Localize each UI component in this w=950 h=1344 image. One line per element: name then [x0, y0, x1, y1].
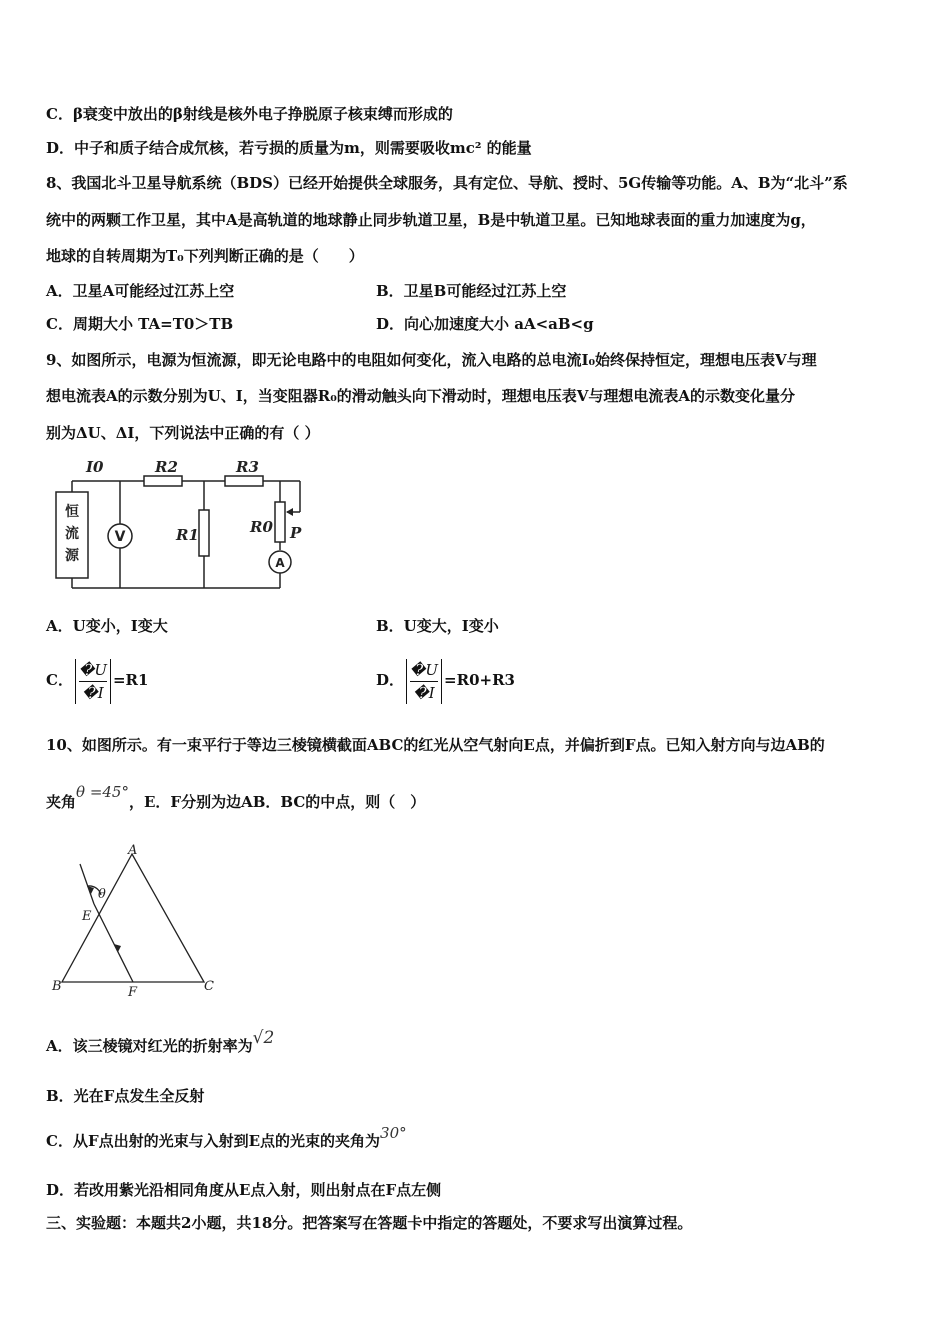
label-r2: R2: [155, 458, 178, 476]
q9-option-d: [376, 652, 515, 708]
theta-label: θ: [98, 887, 106, 902]
label-i0: I0: [86, 458, 104, 476]
source-char-2: 流: [65, 526, 79, 542]
q10-option-d: D．若改用紫光沿相同角度从E点入射，则出射点在F点左侧: [46, 1181, 442, 1199]
resistor-r1: [199, 510, 209, 556]
q9-option-a: A．U变小，I变大: [46, 617, 168, 635]
q7-option-c: C．β衰变中放出的β射线是核外电子挣脱原子核束缚而形成的: [46, 105, 453, 123]
label-v: V: [114, 529, 126, 545]
q9-option-c: [46, 652, 148, 708]
q9-option-c-numerator: �U: [79, 659, 107, 682]
q9-option-c-label: C．: [46, 671, 73, 689]
incident-arrow-icon: [87, 886, 94, 894]
q10-theta-value: θ =45°: [76, 783, 129, 801]
q10-option-c-value: 30°: [380, 1124, 407, 1142]
q9-stem-line1: 9、如图所示，电源为恒流源，即无论电路中的电阻如何变化，流入电路的总电流I₀始终保持恒定，理想电压表V与理: [46, 351, 817, 369]
vertex-c-label: C: [204, 979, 214, 994]
resistor-r3: [225, 476, 263, 486]
refracted-ray: [94, 904, 133, 982]
vertex-b-label: B: [52, 979, 62, 994]
point-e-label: E: [82, 909, 92, 924]
slider-arrow-icon: [286, 508, 293, 516]
q10-prism-diagram: [44, 840, 234, 1000]
label-r0: R0: [250, 518, 273, 536]
q10-stem-suffix: ，E．F分别为边AB．BC的中点，则（ ）: [128, 793, 426, 811]
q9-stem-line3: 别为ΔU、ΔI，下列说法中正确的有（ ）: [46, 424, 320, 442]
q8-option-d: D．向心加速度大小 aA<aB<g: [376, 315, 594, 333]
source-char-1: 恒: [65, 504, 79, 520]
q7-option-d: D．中子和质子结合成氘核，若亏损的质量为m，则需要吸收mc² 的能量: [46, 139, 532, 157]
q9-circuit-diagram: [50, 452, 320, 597]
q9-option-b: B．U变大，I变小: [376, 617, 499, 635]
q10-option-c: [46, 1124, 407, 1151]
q9-option-d-label: D．: [376, 671, 405, 689]
q10-option-a-value: √2: [252, 1028, 275, 1048]
q8-stem-line3: 地球的自转周期为T₀下列判断正确的是（ ）: [46, 247, 364, 265]
refracted-arrow-icon: [114, 944, 121, 952]
q10-option-c-text: C．从F点出射的光束与入射到E点的光束的夹角为: [46, 1132, 381, 1150]
resistor-r2: [144, 476, 182, 486]
label-p: P: [290, 524, 302, 542]
q10-option-a-text: A．该三棱镜对红光的折射率为: [46, 1037, 253, 1055]
q8-option-c: C．周期大小 TA=T0＞TB: [46, 315, 234, 333]
incident-ray: [80, 864, 94, 904]
q8-stem-line1: 8、我国北斗卫星导航系统（BDS）已经开始提供全球服务，具有定位、导航、授时、5G传输等功能。A、B为“北斗”系: [46, 174, 848, 192]
label-r1: R1: [176, 526, 199, 544]
q9-stem-line2: 想电流表A的示数分别为U、I，当变阻器R₀的滑动触头向下滑动时，理想电压表V与理想电流表A的示数变化量分: [46, 387, 796, 405]
q9-option-d-tail: =R0+R3: [444, 671, 515, 689]
q10-option-b: B．光在F点发生全反射: [46, 1087, 205, 1105]
q10-stem-prefix: 夹角: [46, 793, 77, 811]
q9-option-d-fraction: [406, 659, 442, 704]
q9-option-d-numerator: �U: [410, 659, 438, 682]
q9-option-c-tail: =R1: [112, 671, 149, 689]
q10-option-a: [46, 1028, 275, 1056]
q10-stem-line2: [46, 783, 426, 812]
q8-stem-line2: 统中的两颗工作卫星，其中A是高轨道的地球静止同步轨道卫星，B是中轨道卫星。已知地球表面的重力加速度为g，: [46, 211, 816, 229]
q9-option-c-denominator: �I: [82, 683, 104, 702]
point-f-label: F: [128, 985, 138, 1000]
label-a: A: [275, 556, 285, 570]
rheostat-r0: [275, 502, 285, 542]
vertex-a-label: A: [128, 843, 138, 858]
q9-option-d-denominator: �I: [413, 683, 435, 702]
section-3-heading: 三、实验题：本题共2小题，共18分。把答案写在答题卡中指定的答题处，不要求写出演算过程。: [46, 1214, 693, 1232]
q8-option-b: B．卫星B可能经过江苏上空: [376, 282, 567, 300]
q10-stem-line1: 10、如图所示。有一束平行于等边三棱镜横截面ABC的红光从空气射向E点，并偏折到F点。已知入射方向与边AB的: [46, 736, 825, 754]
source-char-3: 源: [65, 548, 79, 564]
q8-option-a: A．卫星A可能经过江苏上空: [46, 282, 235, 300]
label-r3: R3: [236, 458, 259, 476]
q9-option-c-fraction: [75, 659, 111, 704]
